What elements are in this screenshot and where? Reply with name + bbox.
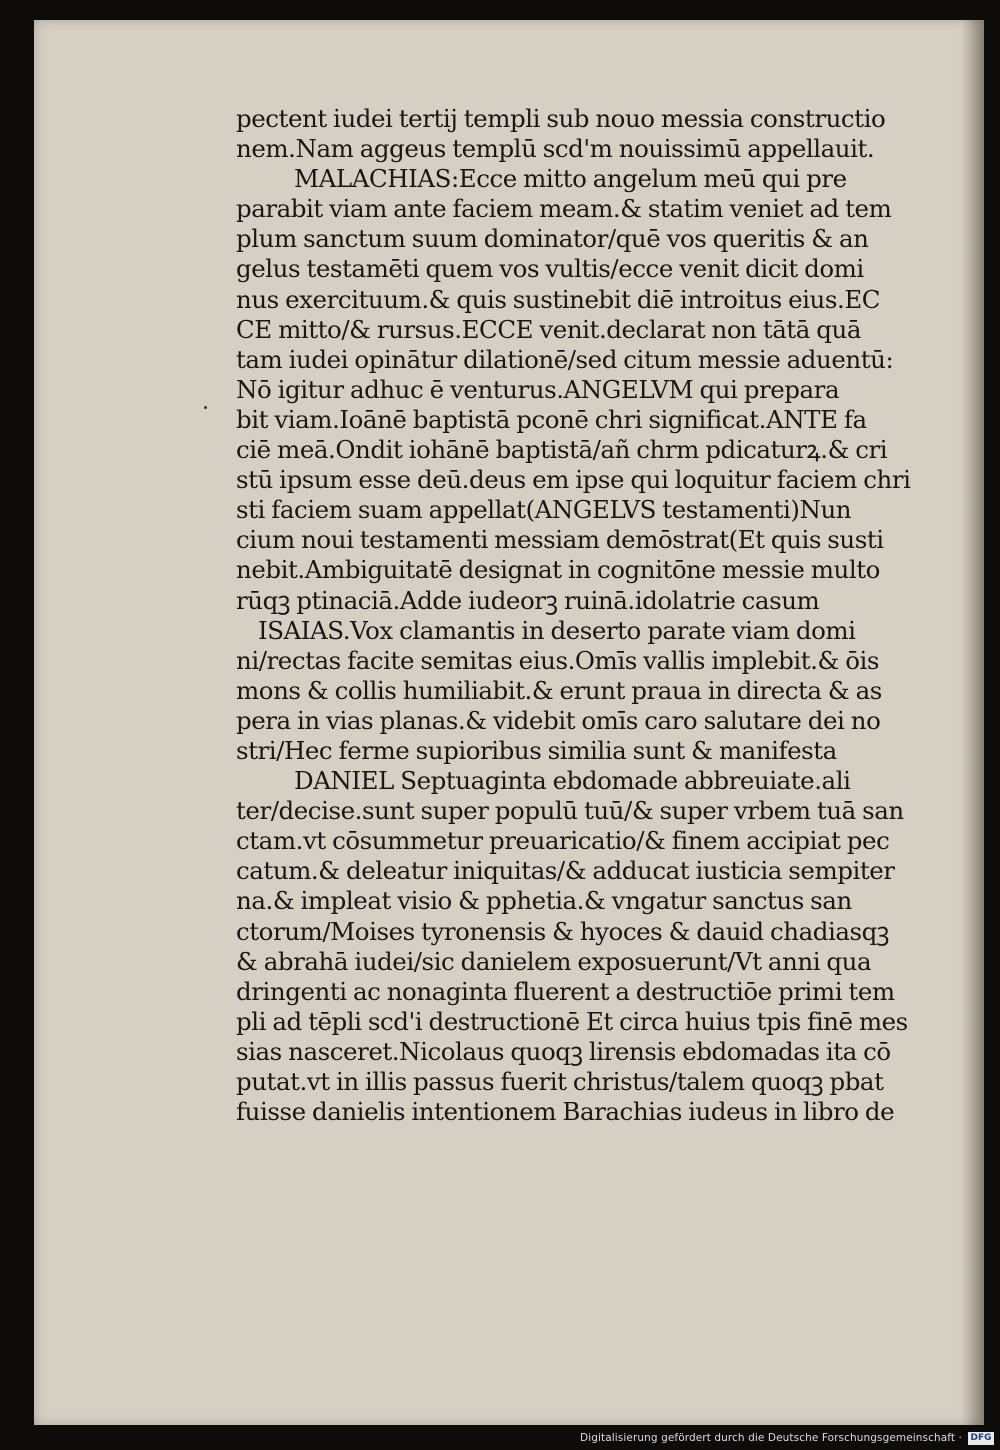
text-line: plum sanctum suum dominator/quē vos queritis & an [236, 224, 869, 254]
text-line: nebit.Ambiguitatē designat in cognitōne messie multo [236, 555, 880, 585]
text-line: putat.vt in illis passus fuerit christus/talem quoqꝫ pbat [236, 1067, 884, 1096]
text-line: dringenti ac nonaginta fluerent a destructiōe primi tem [236, 976, 895, 1006]
text-line: na.& impleat visio & pphetia.& vngatur sanctus san [236, 886, 852, 916]
text-line: MALACHIAS:Ecce mitto angelum meū qui pre [294, 164, 847, 194]
text-line: DANIEL Septuaginta ebdomade abbreuiate.ali [294, 766, 851, 796]
text-line: nus exercituum.& quis sustinebit diē introitus eius.EC [236, 284, 881, 314]
text-line: CE mitto/& rursus.ECCE venit.declarat non tātā quā [236, 314, 861, 344]
text-line: bit viam.Ioānē baptistā pconē chri significat.ANTE fa [236, 404, 867, 434]
footer-bar [0, 1428, 1000, 1450]
text-line: mons & collis humiliabit.& erunt praua in directa & as [236, 675, 882, 705]
text-line: catum.& deleatur iniquitas/& adducat iusticia sempiter [236, 856, 895, 886]
ink-speck [204, 406, 207, 409]
text-line: ciē meā.Ondit iohānē baptistā/añ chrm pdicaturꝝ.& cri [236, 435, 888, 465]
page-edge-shadow [962, 20, 984, 1425]
book-page [34, 20, 984, 1425]
text-line: ISAIAS.Vox clamantis in deserto parate viam domi [258, 615, 856, 645]
text-line: ctorum/Moises tyronensis & hyoces & dauid chadiasqꝫ [236, 916, 889, 946]
text-line: stū ipsum esse deū.deus em ipse qui loquitur faciem chri [236, 465, 911, 495]
text-line: nem.Nam aggeus templū scd'm nouissimū appellauit. [236, 134, 875, 164]
text-line: ctam.vt cōsummetur preuaricatio/& finem accipiat pec [236, 826, 890, 856]
text-line: & abrahā iudei/sic danielem exposuerunt/Vt anni qua [236, 946, 872, 976]
text-line: pli ad tēpli scd'i destructionē Et circa huius tpis finē mes [236, 1006, 908, 1036]
dfg-logo-icon: DFG [968, 1432, 994, 1445]
text-line: tam iudei opinātur dilationē/sed citum messie aduentū: [236, 344, 894, 374]
text-line: fuisse danielis intentionem Barachias iudeus in libro de [236, 1097, 895, 1127]
text-line: stri/Hec ferme supioribus similia sunt & manifesta [236, 735, 837, 765]
text-line: sti faciem suam appellat(ANGELVS testamenti)Nun [236, 495, 852, 525]
text-line: ni/rectas facite semitas eius.Omīs vallis implebit.& ōis [236, 645, 880, 675]
text-line: Nō igitur adhuc ē venturus.ANGELVM qui prepara [236, 374, 840, 404]
text-line: sias nasceret.Nicolaus quoqꝫ lirensis ebdomadas ita cō [236, 1036, 891, 1066]
funding-credit: Digitalisierung gefördert durch die Deutsche Forschungsgemeinschaft · [580, 1432, 962, 1444]
text-line: rūqꝫ ptinaciā.Adde iudeorꝫ ruinā.idolatrie casum [236, 585, 820, 615]
page-text [236, 104, 916, 1127]
text-line: parabit viam ante faciem meam.& statim veniet ad tem [236, 194, 892, 224]
text-line: gelus testamēti quem vos vultis/ecce venit dicit domi [236, 254, 864, 284]
text-line: pectent iudei tertij templi sub nouo messia constructio [236, 104, 886, 133]
text-line: pera in vias planas.& videbit omīs caro salutare dei no [236, 705, 881, 735]
text-line: ter/decise.sunt super populū tuū/& super vrbem tuā san [236, 796, 904, 826]
text-line: cium noui testamenti messiam demōstrat(Et quis susti [236, 525, 884, 555]
